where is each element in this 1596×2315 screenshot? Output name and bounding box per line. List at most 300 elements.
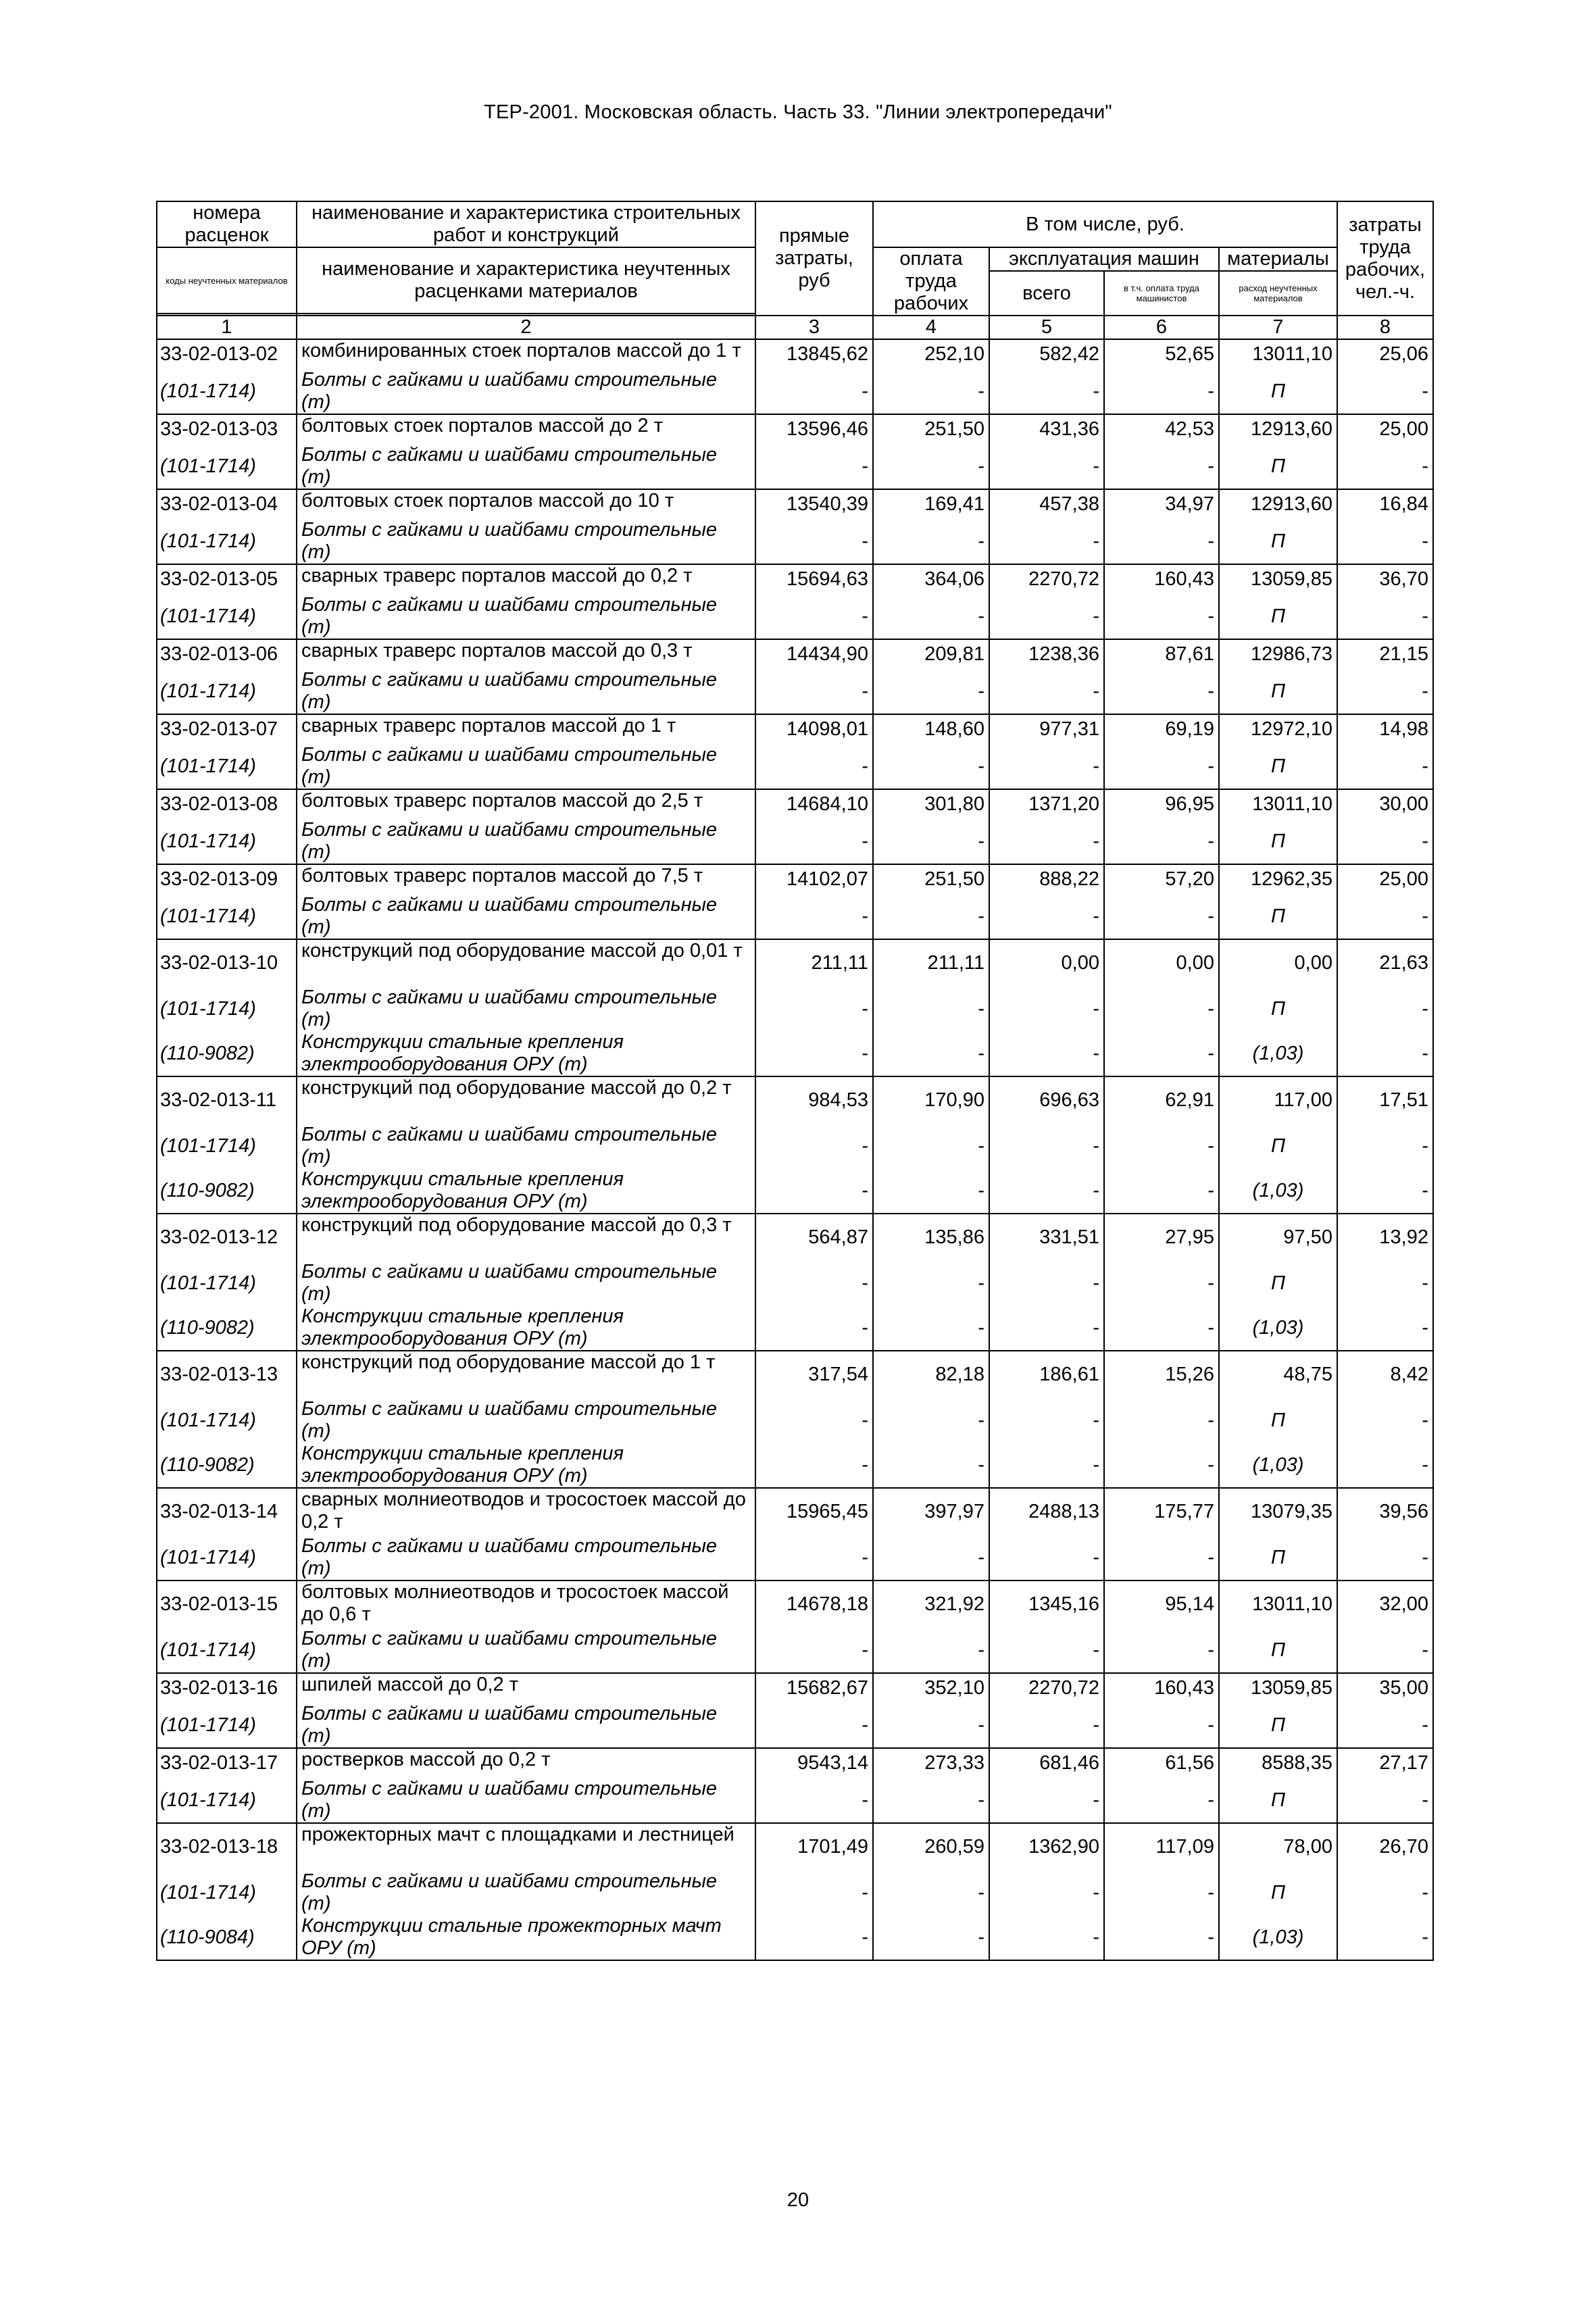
machines-total-cell: 2270,72 — [989, 564, 1104, 594]
material-code-cell: (101-1714) — [157, 369, 297, 414]
materials-cell: 78,00 — [1219, 1823, 1337, 1870]
materials-cell: 12962,35 — [1219, 864, 1337, 894]
rate-code-cell: 33-02-013-10 — [157, 939, 297, 987]
header-code-bottom — [157, 247, 297, 314]
material-row — [157, 819, 1433, 864]
rate-code-cell: 33-02-013-07 — [157, 714, 297, 744]
labor-cell: 25,06 — [1337, 339, 1433, 369]
materials-cell: П — [1219, 669, 1337, 714]
worker-pay-cell: 209,81 — [873, 639, 989, 669]
direct-costs-cell: - — [755, 444, 873, 489]
rate-code-cell: 33-02-013-14 — [157, 1488, 297, 1535]
labor-cell: - — [1337, 1535, 1433, 1580]
worker-pay-cell: - — [873, 1168, 989, 1214]
material-name-cell: Конструкции стальные прожекторных мачт ОРУ (т) — [297, 1915, 755, 1960]
material-code-cell: (101-1714) — [157, 1778, 297, 1823]
machinist-pay-cell: 87,61 — [1104, 639, 1219, 669]
materials-cell: 12972,10 — [1219, 714, 1337, 744]
machinist-pay-cell: - — [1104, 1168, 1219, 1214]
materials-cell: 13059,85 — [1219, 1673, 1337, 1703]
header-num-4: 4 — [873, 316, 989, 339]
rate-code-cell: 33-02-013-05 — [157, 564, 297, 594]
direct-costs-cell: 14684,10 — [755, 789, 873, 819]
direct-costs-cell: - — [755, 1628, 873, 1673]
labor-cell: - — [1337, 1398, 1433, 1443]
direct-costs-cell: 15965,45 — [755, 1488, 873, 1535]
machinist-pay-cell: - — [1104, 1778, 1219, 1823]
worker-pay-cell: 364,06 — [873, 564, 989, 594]
worker-pay-cell: - — [873, 369, 989, 414]
direct-costs-cell: - — [755, 369, 873, 414]
material-code-cell: (101-1714) — [157, 1124, 297, 1168]
worker-pay-cell: 260,59 — [873, 1823, 989, 1870]
machines-total-cell: - — [989, 1031, 1104, 1076]
header-name-top: наименование и характеристика строительных работ и конструкций — [297, 201, 755, 247]
direct-costs-cell: - — [755, 894, 873, 939]
header-code-bottom-text: коды неучтенных материалов — [166, 275, 288, 286]
direct-costs-cell: - — [755, 1398, 873, 1443]
material-name-cell: Болты с гайками и шайбами строительные (т) — [297, 1778, 755, 1823]
machinist-pay-cell: 62,91 — [1104, 1076, 1219, 1124]
labor-cell: - — [1337, 1168, 1433, 1214]
machinist-pay-cell: - — [1104, 594, 1219, 639]
direct-costs-cell: 14098,01 — [755, 714, 873, 744]
direct-costs-cell: 14434,90 — [755, 639, 873, 669]
materials-cell: П — [1219, 1535, 1337, 1580]
worker-pay-cell: 170,90 — [873, 1076, 989, 1124]
material-row — [157, 1535, 1433, 1580]
materials-cell: П — [1219, 744, 1337, 789]
worker-pay-cell: - — [873, 1305, 989, 1351]
labor-cell: 32,00 — [1337, 1580, 1433, 1628]
header-num-3: 3 — [755, 316, 873, 339]
worker-pay-cell: 273,33 — [873, 1748, 989, 1778]
header-num-2: 2 — [297, 316, 755, 339]
worker-pay-cell: 148,60 — [873, 714, 989, 744]
material-row — [157, 1778, 1433, 1823]
page-number: 20 — [787, 2189, 809, 2211]
machines-total-cell: - — [989, 987, 1104, 1031]
machines-total-cell: - — [989, 1168, 1104, 1214]
material-name-cell: Болты с гайками и шайбами строительные (т) — [297, 894, 755, 939]
direct-costs-cell: 14678,18 — [755, 1580, 873, 1628]
material-name-cell: Конструкции стальные крепления электрооборудования ОРУ (т) — [297, 1305, 755, 1351]
direct-costs-cell: 984,53 — [755, 1076, 873, 1124]
materials-cell: 117,00 — [1219, 1076, 1337, 1124]
machinist-pay-cell: - — [1104, 1398, 1219, 1443]
worker-pay-cell: - — [873, 1535, 989, 1580]
materials-cell: 12913,60 — [1219, 489, 1337, 519]
rate-row — [157, 339, 1433, 369]
material-code-cell: (110-9082) — [157, 1031, 297, 1076]
direct-costs-cell: - — [755, 744, 873, 789]
direct-costs-cell: 564,87 — [755, 1214, 873, 1261]
direct-costs-cell: - — [755, 1168, 873, 1214]
material-row — [157, 1124, 1433, 1168]
material-name-cell: Болты с гайками и шайбами строительные (т) — [297, 1261, 755, 1305]
machinist-pay-cell: 15,26 — [1104, 1351, 1219, 1398]
rate-row — [157, 1823, 1433, 1870]
material-name-cell: Конструкции стальные крепления электрооборудования ОРУ (т) — [297, 1443, 755, 1488]
direct-costs-cell: - — [755, 1915, 873, 1960]
material-code-cell: (101-1714) — [157, 1628, 297, 1673]
direct-costs-cell: 211,11 — [755, 939, 873, 987]
direct-costs-cell: 1701,49 — [755, 1823, 873, 1870]
machinist-pay-cell: - — [1104, 1915, 1219, 1960]
machinist-pay-cell: 61,56 — [1104, 1748, 1219, 1778]
direct-costs-cell: - — [755, 1261, 873, 1305]
material-code-cell: (101-1714) — [157, 1261, 297, 1305]
materials-cell: 13059,85 — [1219, 564, 1337, 594]
machines-total-cell: 1371,20 — [989, 789, 1104, 819]
direct-costs-cell: - — [755, 1031, 873, 1076]
machinist-pay-cell: 160,43 — [1104, 564, 1219, 594]
labor-cell: 39,56 — [1337, 1488, 1433, 1535]
header-num-1: 1 — [157, 316, 297, 339]
direct-costs-cell: - — [755, 819, 873, 864]
work-name-cell: болтовых стоек порталов массой до 10 т — [297, 489, 755, 519]
work-name-cell: болтовых траверс порталов массой до 7,5 т — [297, 864, 755, 894]
material-row — [157, 1443, 1433, 1488]
machines-total-cell: 888,22 — [989, 864, 1104, 894]
labor-cell: - — [1337, 1778, 1433, 1823]
labor-cell: - — [1337, 1915, 1433, 1960]
direct-costs-cell: 13596,46 — [755, 414, 873, 444]
worker-pay-cell: - — [873, 1398, 989, 1443]
material-name-cell: Болты с гайками и шайбами строительные (т) — [297, 1535, 755, 1580]
machinist-pay-cell: 34,97 — [1104, 489, 1219, 519]
machinist-pay-cell: 95,14 — [1104, 1580, 1219, 1628]
header-direct-costs: прямые затраты, руб — [755, 201, 873, 316]
machines-total-cell: - — [989, 1124, 1104, 1168]
labor-cell: - — [1337, 444, 1433, 489]
header-machinist-pay-text: в т.ч. оплата труда машинистов — [1123, 283, 1199, 303]
machines-total-cell: 1345,16 — [989, 1580, 1104, 1628]
rate-row — [157, 1214, 1433, 1261]
machines-total-cell: - — [989, 1628, 1104, 1673]
materials-cell: (1,03) — [1219, 1443, 1337, 1488]
machines-total-cell: - — [989, 594, 1104, 639]
rate-row — [157, 939, 1433, 987]
materials-cell: (1,03) — [1219, 1168, 1337, 1214]
material-name-cell: Болты с гайками и шайбами строительные (т) — [297, 1703, 755, 1748]
machinist-pay-cell: 0,00 — [1104, 939, 1219, 987]
machinist-pay-cell: - — [1104, 1703, 1219, 1748]
material-code-cell: (101-1714) — [157, 987, 297, 1031]
material-row — [157, 1168, 1433, 1214]
machines-total-cell: - — [989, 1778, 1104, 1823]
worker-pay-cell: - — [873, 1031, 989, 1076]
header-num-7: 7 — [1219, 316, 1337, 339]
material-code-cell: (101-1714) — [157, 594, 297, 639]
worker-pay-cell: 251,50 — [873, 864, 989, 894]
work-name-cell: сварных траверс порталов массой до 0,3 т — [297, 639, 755, 669]
rate-row — [157, 1580, 1433, 1628]
materials-cell: П — [1219, 1261, 1337, 1305]
header-materials-unaccounted — [1219, 271, 1337, 316]
work-name-cell: конструкций под оборудование массой до 0,3 т — [297, 1214, 755, 1261]
materials-cell: П — [1219, 1703, 1337, 1748]
material-row — [157, 1703, 1433, 1748]
worker-pay-cell: - — [873, 594, 989, 639]
work-name-cell: сварных траверс порталов массой до 1 т — [297, 714, 755, 744]
worker-pay-cell: - — [873, 519, 989, 564]
material-name-cell: Болты с гайками и шайбами строительные (т) — [297, 1628, 755, 1673]
material-name-cell: Болты с гайками и шайбами строительные (т) — [297, 1870, 755, 1915]
worker-pay-cell: 321,92 — [873, 1580, 989, 1628]
worker-pay-cell: 211,11 — [873, 939, 989, 987]
materials-cell: П — [1219, 1628, 1337, 1673]
machinist-pay-cell: 27,95 — [1104, 1214, 1219, 1261]
machines-total-cell: - — [989, 819, 1104, 864]
material-row — [157, 369, 1433, 414]
rate-code-cell: 33-02-013-02 — [157, 339, 297, 369]
rate-code-cell: 33-02-013-13 — [157, 1351, 297, 1398]
machines-total-cell: 1362,90 — [989, 1823, 1104, 1870]
direct-costs-cell: - — [755, 1870, 873, 1915]
labor-cell: - — [1337, 1870, 1433, 1915]
labor-cell: - — [1337, 744, 1433, 789]
material-name-cell: Болты с гайками и шайбами строительные (т) — [297, 444, 755, 489]
worker-pay-cell: - — [873, 894, 989, 939]
machinist-pay-cell: 42,53 — [1104, 414, 1219, 444]
work-name-cell: конструкций под оборудование массой до 0,2 т — [297, 1076, 755, 1124]
material-row — [157, 744, 1433, 789]
machines-total-cell: - — [989, 744, 1104, 789]
labor-cell: 8,42 — [1337, 1351, 1433, 1398]
machinist-pay-cell: - — [1104, 1261, 1219, 1305]
labor-cell: - — [1337, 1124, 1433, 1168]
materials-cell: 8588,35 — [1219, 1748, 1337, 1778]
labor-cell: 36,70 — [1337, 564, 1433, 594]
labor-cell: - — [1337, 894, 1433, 939]
machinist-pay-cell: - — [1104, 1870, 1219, 1915]
machinist-pay-cell: - — [1104, 1443, 1219, 1488]
rate-code-cell: 33-02-013-17 — [157, 1748, 297, 1778]
material-row — [157, 1305, 1433, 1351]
machinist-pay-cell: 160,43 — [1104, 1673, 1219, 1703]
material-row — [157, 669, 1433, 714]
header-worker-pay: оплата труда рабочих — [873, 247, 989, 316]
machinist-pay-cell: 52,65 — [1104, 339, 1219, 369]
work-name-cell: болтовых траверс порталов массой до 2,5 т — [297, 789, 755, 819]
labor-cell: - — [1337, 1031, 1433, 1076]
direct-costs-cell: - — [755, 669, 873, 714]
material-code-cell: (101-1714) — [157, 1703, 297, 1748]
labor-cell: - — [1337, 1628, 1433, 1673]
labor-cell: 25,00 — [1337, 864, 1433, 894]
labor-cell: 17,51 — [1337, 1076, 1433, 1124]
machines-total-cell: 2488,13 — [989, 1488, 1104, 1535]
header-name-bottom: наименование и характеристика неучтенных расценками материалов — [297, 247, 755, 314]
rate-row — [157, 639, 1433, 669]
material-code-cell: (101-1714) — [157, 444, 297, 489]
direct-costs-cell: - — [755, 1703, 873, 1748]
worker-pay-cell: 169,41 — [873, 489, 989, 519]
direct-costs-cell: - — [755, 594, 873, 639]
machines-total-cell: - — [989, 1443, 1104, 1488]
machinist-pay-cell: - — [1104, 894, 1219, 939]
rate-code-cell: 33-02-013-12 — [157, 1214, 297, 1261]
materials-cell: П — [1219, 987, 1337, 1031]
machines-total-cell: 1238,36 — [989, 639, 1104, 669]
material-code-cell: (101-1714) — [157, 1535, 297, 1580]
rate-code-cell: 33-02-013-15 — [157, 1580, 297, 1628]
labor-cell: - — [1337, 987, 1433, 1031]
machines-total-cell: - — [989, 1398, 1104, 1443]
machines-total-cell: - — [989, 1261, 1104, 1305]
header-num-8: 8 — [1337, 316, 1433, 339]
materials-cell: 13011,10 — [1219, 789, 1337, 819]
machinist-pay-cell: - — [1104, 1031, 1219, 1076]
labor-cell: - — [1337, 519, 1433, 564]
material-code-cell: (101-1714) — [157, 519, 297, 564]
material-name-cell: Конструкции стальные крепления электрооборудования ОРУ (т) — [297, 1031, 755, 1076]
material-row — [157, 1398, 1433, 1443]
labor-cell: 16,84 — [1337, 489, 1433, 519]
worker-pay-cell: 251,50 — [873, 414, 989, 444]
material-row — [157, 987, 1433, 1031]
machinist-pay-cell: - — [1104, 987, 1219, 1031]
material-code-cell: (110-9084) — [157, 1915, 297, 1960]
direct-costs-cell: 13845,62 — [755, 339, 873, 369]
worker-pay-cell: 135,86 — [873, 1214, 989, 1261]
machinist-pay-cell: - — [1104, 1535, 1219, 1580]
labor-cell: 35,00 — [1337, 1673, 1433, 1703]
machines-total-cell: - — [989, 669, 1104, 714]
material-row — [157, 1261, 1433, 1305]
rate-row — [157, 1351, 1433, 1398]
machinist-pay-cell: - — [1104, 1124, 1219, 1168]
material-name-cell: Болты с гайками и шайбами строительные (т) — [297, 669, 755, 714]
header-including: В том числе, руб. — [873, 201, 1337, 247]
worker-pay-cell: - — [873, 1628, 989, 1673]
worker-pay-cell: - — [873, 1443, 989, 1488]
work-name-cell: конструкций под оборудование массой до 0,01 т — [297, 939, 755, 987]
header-materials: материалы — [1219, 247, 1337, 271]
machines-total-cell: - — [989, 1703, 1104, 1748]
worker-pay-cell: 352,10 — [873, 1673, 989, 1703]
materials-cell: (1,03) — [1219, 1031, 1337, 1076]
material-code-cell: (101-1714) — [157, 894, 297, 939]
machines-total-cell: - — [989, 1305, 1104, 1351]
labor-cell: - — [1337, 369, 1433, 414]
material-name-cell: Болты с гайками и шайбами строительные (т) — [297, 819, 755, 864]
header-machines: эксплуатация машин — [989, 247, 1219, 271]
header-code-top: номера расценок — [157, 201, 297, 247]
work-name-cell: сварных молниеотводов и тросостоек массой до 0,2 т — [297, 1488, 755, 1535]
machines-total-cell: - — [989, 1535, 1104, 1580]
labor-cell: - — [1337, 1703, 1433, 1748]
machines-total-cell: - — [989, 369, 1104, 414]
direct-costs-cell: 15694,63 — [755, 564, 873, 594]
material-name-cell: Болты с гайками и шайбами строительные (т) — [297, 519, 755, 564]
worker-pay-cell: - — [873, 444, 989, 489]
header-machinist-pay — [1104, 271, 1219, 316]
worker-pay-cell: - — [873, 1261, 989, 1305]
material-row — [157, 1031, 1433, 1076]
material-code-cell: (101-1714) — [157, 1870, 297, 1915]
rate-row — [157, 714, 1433, 744]
rate-row — [157, 489, 1433, 519]
direct-costs-cell: 15682,67 — [755, 1673, 873, 1703]
machinist-pay-cell: 175,77 — [1104, 1488, 1219, 1535]
worker-pay-cell: - — [873, 1870, 989, 1915]
price-table — [156, 201, 1434, 1961]
material-code-cell: (101-1714) — [157, 1398, 297, 1443]
labor-cell: - — [1337, 1305, 1433, 1351]
machinist-pay-cell: 117,09 — [1104, 1823, 1219, 1870]
worker-pay-cell: - — [873, 1124, 989, 1168]
materials-cell: П — [1219, 444, 1337, 489]
header-number-row — [157, 316, 1433, 339]
machinist-pay-cell: - — [1104, 519, 1219, 564]
material-name-cell: Болты с гайками и шайбами строительные (т) — [297, 1398, 755, 1443]
direct-costs-cell: - — [755, 987, 873, 1031]
labor-cell: - — [1337, 1261, 1433, 1305]
rate-row — [157, 564, 1433, 594]
materials-cell: 13011,10 — [1219, 339, 1337, 369]
direct-costs-cell: - — [755, 1778, 873, 1823]
material-code-cell: (101-1714) — [157, 744, 297, 789]
materials-cell: П — [1219, 519, 1337, 564]
work-name-cell: болтовых молниеотводов и тросостоек массой до 0,6 т — [297, 1580, 755, 1628]
material-row — [157, 594, 1433, 639]
materials-cell: П — [1219, 819, 1337, 864]
material-row — [157, 1628, 1433, 1673]
materials-cell: 0,00 — [1219, 939, 1337, 987]
machinist-pay-cell: 96,95 — [1104, 789, 1219, 819]
material-name-cell: Болты с гайками и шайбами строительные (т) — [297, 594, 755, 639]
document-title: ТЕР-2001. Московская область. Часть 33. "Линии электропередачи" — [484, 101, 1112, 123]
worker-pay-cell: - — [873, 744, 989, 789]
labor-cell: - — [1337, 594, 1433, 639]
machines-total-cell: - — [989, 1870, 1104, 1915]
material-code-cell: (110-9082) — [157, 1168, 297, 1214]
materials-cell: (1,03) — [1219, 1305, 1337, 1351]
worker-pay-cell: - — [873, 1703, 989, 1748]
rate-row — [157, 789, 1433, 819]
worker-pay-cell: - — [873, 669, 989, 714]
materials-cell: 13079,35 — [1219, 1488, 1337, 1535]
rate-row — [157, 864, 1433, 894]
header-num-6: 6 — [1104, 316, 1219, 339]
machines-total-cell: 457,38 — [989, 489, 1104, 519]
material-name-cell: Болты с гайками и шайбами строительные (т) — [297, 369, 755, 414]
labor-cell: 30,00 — [1337, 789, 1433, 819]
machines-total-cell: - — [989, 519, 1104, 564]
material-name-cell: Болты с гайками и шайбами строительные (т) — [297, 1124, 755, 1168]
material-row — [157, 519, 1433, 564]
header-machines-total: всего — [989, 271, 1104, 316]
worker-pay-cell: 397,97 — [873, 1488, 989, 1535]
worker-pay-cell: 301,80 — [873, 789, 989, 819]
machines-total-cell: 186,61 — [989, 1351, 1104, 1398]
materials-cell: П — [1219, 1398, 1337, 1443]
machinist-pay-cell: - — [1104, 819, 1219, 864]
work-name-cell: болтовых стоек порталов массой до 2 т — [297, 414, 755, 444]
materials-cell: 12913,60 — [1219, 414, 1337, 444]
rate-row — [157, 1488, 1433, 1535]
labor-cell: 26,70 — [1337, 1823, 1433, 1870]
materials-cell: П — [1219, 594, 1337, 639]
work-name-cell: прожекторных мачт с площадками и лестницей — [297, 1823, 755, 1870]
machines-total-cell: - — [989, 894, 1104, 939]
work-name-cell: ростверков массой до 0,2 т — [297, 1748, 755, 1778]
rate-code-cell: 33-02-013-08 — [157, 789, 297, 819]
direct-costs-cell: - — [755, 519, 873, 564]
labor-cell: - — [1337, 669, 1433, 714]
